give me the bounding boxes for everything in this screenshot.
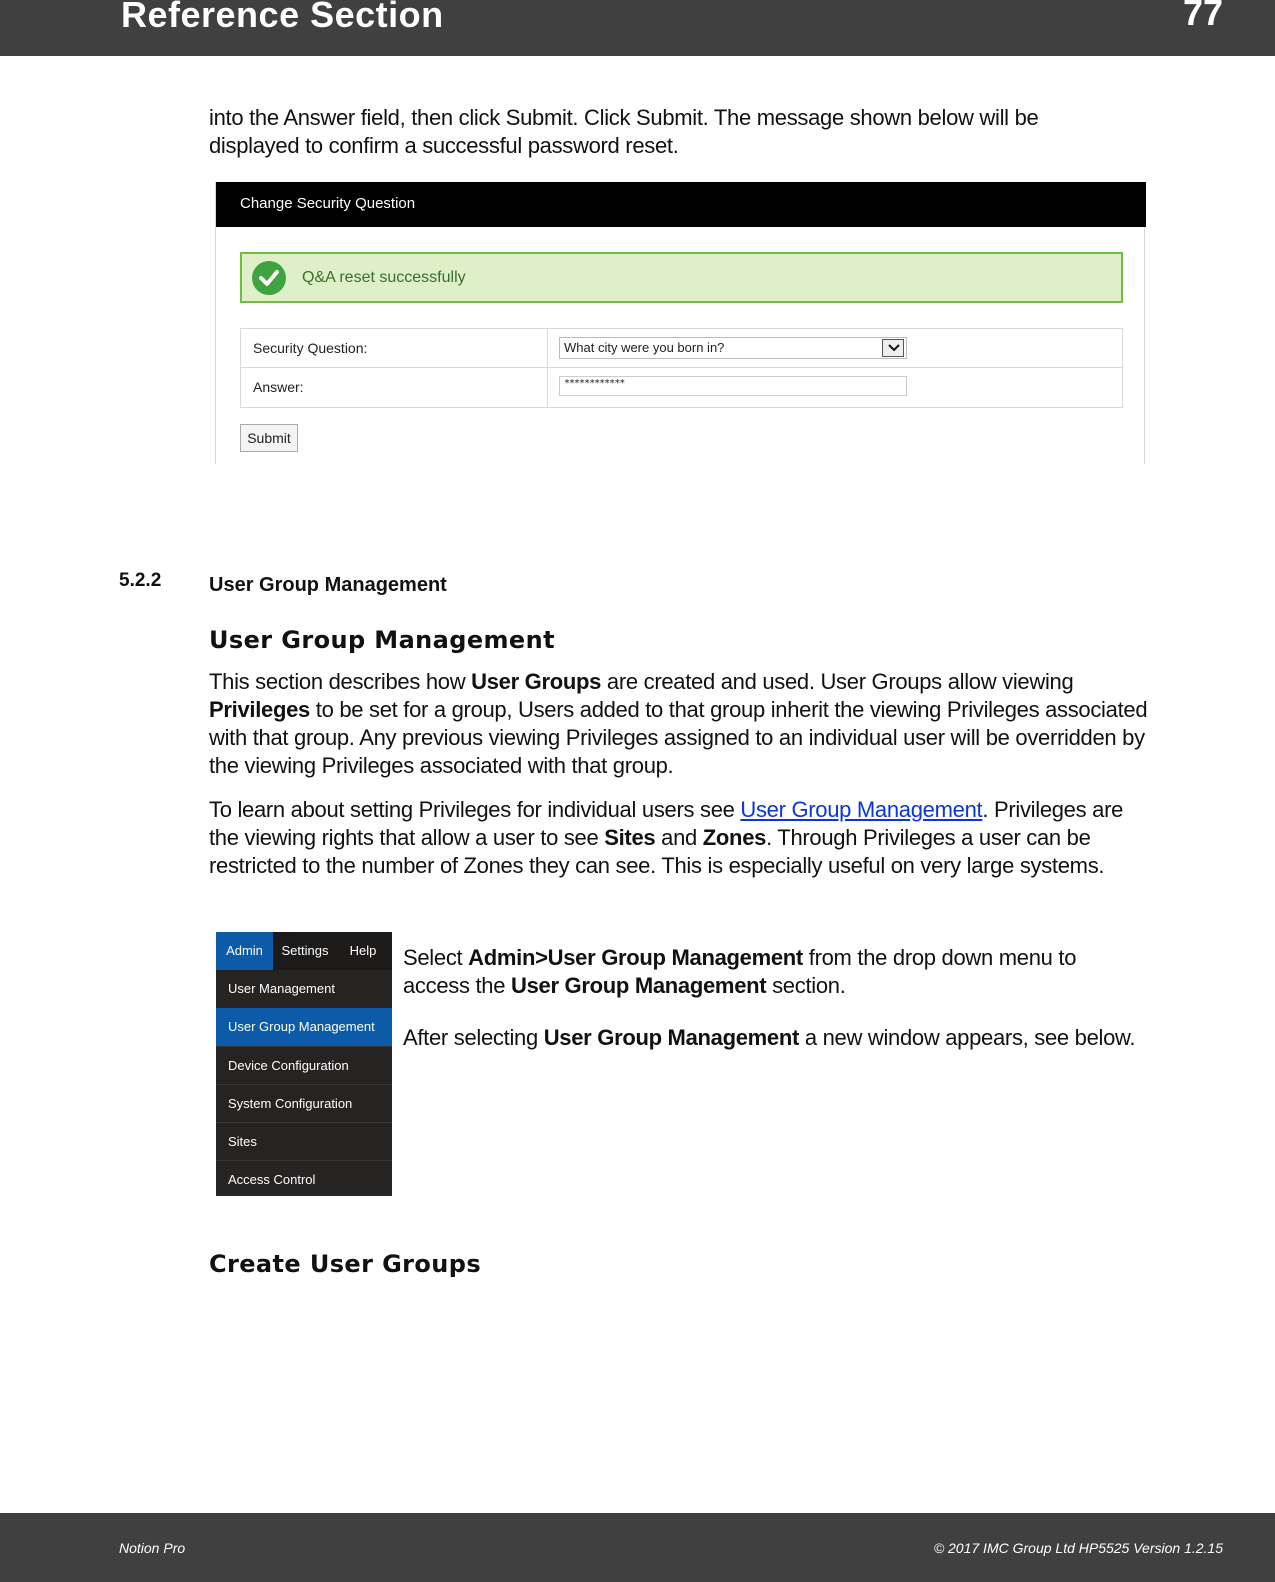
ugm-learn-paragraph xyxy=(209,796,1154,880)
answer-label: Answer: xyxy=(253,379,304,395)
section-number: 5.2.2 xyxy=(119,570,162,591)
footer-product: Notion Pro xyxy=(119,1540,186,1556)
answer-row xyxy=(241,368,1122,407)
tab-admin[interactable]: Admin xyxy=(216,932,273,970)
select-instruction xyxy=(403,944,1148,1000)
page-footer xyxy=(0,1513,1275,1582)
security-form-table xyxy=(240,328,1123,408)
text-run: . Privileges are the viewing rights that allow a user to see xyxy=(209,797,1124,850)
tab-settings[interactable]: Settings xyxy=(281,943,329,958)
menu-item-access-control[interactable]: Access Control xyxy=(216,1160,392,1198)
text-run: from the drop down menu to access the xyxy=(403,945,1077,998)
intro-paragraph xyxy=(209,104,1149,160)
change-security-question-screenshot xyxy=(215,182,1145,464)
bold-run: Privileges xyxy=(209,697,310,722)
admin-menu-screenshot xyxy=(216,932,392,1196)
screenshot-title: Change Security Question xyxy=(240,195,416,212)
ugm-description xyxy=(209,668,1149,780)
bold-run: Sites xyxy=(604,825,656,850)
text-run: After selecting xyxy=(403,1025,544,1050)
text-run: to be set for a group, Users added to that group inherit the viewing Privileges associated with that group. Any previous viewing Privileges assigned to an individual user will be overridden by the viewing Privileges associated with that group. xyxy=(209,697,1148,778)
security-question-select[interactable] xyxy=(559,337,907,359)
text-run: and xyxy=(655,825,703,850)
text-run: are created and used. User Groups allow viewing xyxy=(601,669,1074,694)
text-run: . Through Privileges a user can be restricted to the number of Zones they can see. This is especially useful on very large systems. xyxy=(209,825,1105,878)
bold-run: User Groups xyxy=(471,669,602,694)
intro-line-1: into the Answer field, then click Submit. Click Submit. The message shown below will be xyxy=(209,105,1039,130)
submit-button[interactable]: Submit xyxy=(240,424,298,452)
menu-item-device-configuration[interactable]: Device Configuration xyxy=(216,1046,392,1084)
security-question-label: Security Question: xyxy=(253,340,368,356)
tab-help[interactable]: Help xyxy=(349,943,377,958)
section-title: User Group Management xyxy=(209,574,447,596)
text-run: section. xyxy=(766,973,846,998)
footer-copyright: © 2017 IMC Group Ltd HP5525 Version 1.2.15 xyxy=(933,1540,1223,1556)
bold-run: User Group Management xyxy=(543,1025,800,1050)
bold-run: User Group Management xyxy=(510,973,767,998)
check-circle-icon xyxy=(252,261,286,295)
user-group-management-link[interactable]: User Group Management xyxy=(740,797,983,822)
text-run: To learn about setting Privileges for individual users see xyxy=(209,797,741,822)
security-question-value: What city were you born in? xyxy=(564,340,725,355)
create-user-groups-heading: Create User Groups xyxy=(209,1250,482,1278)
screenshot-title-bar xyxy=(216,182,1146,227)
chevron-down-icon[interactable] xyxy=(882,339,904,357)
page-header xyxy=(0,0,1275,56)
menu-item-sites[interactable]: Sites xyxy=(216,1122,392,1160)
success-message: Q&A reset successfully xyxy=(302,269,466,286)
menu-item-user-group-management[interactable]: User Group Management xyxy=(216,1008,392,1046)
text-run: Select xyxy=(403,945,469,970)
bold-run: Zones xyxy=(702,825,767,850)
answer-input[interactable] xyxy=(559,376,907,396)
menu-item-system-configuration[interactable]: System Configuration xyxy=(216,1084,392,1122)
ugm-heading: User Group Management xyxy=(209,626,555,654)
security-question-row xyxy=(241,329,1122,368)
bold-run: Admin>User Group Management xyxy=(468,945,803,970)
success-alert xyxy=(240,252,1123,303)
text-run: a new window appears, see below. xyxy=(799,1025,1136,1050)
text-run: This section describes how xyxy=(209,669,472,694)
after-selecting-instruction xyxy=(403,1024,1148,1052)
menu-tab-bar xyxy=(216,932,392,970)
header-title: Reference Section xyxy=(121,0,444,35)
intro-line-2: displayed to confirm a successful password reset. xyxy=(209,133,679,158)
menu-item-user-management[interactable]: User Management xyxy=(228,981,335,996)
page-number: 77 xyxy=(1182,0,1223,33)
answer-value: ************ xyxy=(564,378,625,389)
